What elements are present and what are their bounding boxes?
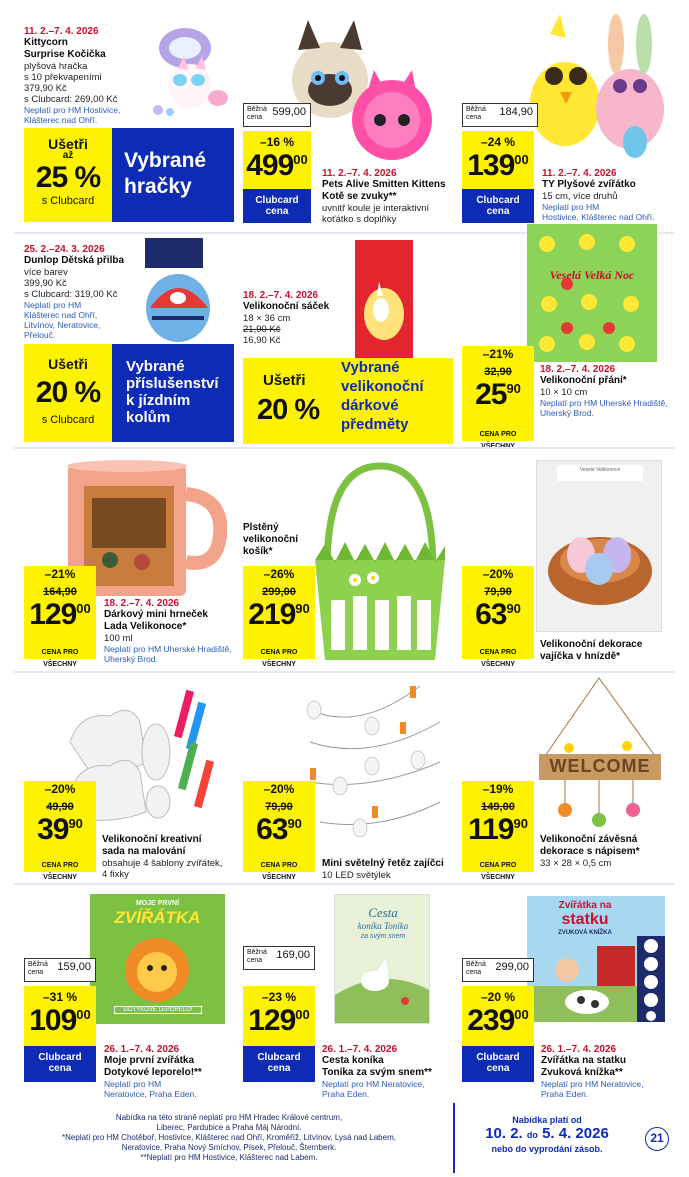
book2-price-box [243,986,315,1046]
mug-note-2: Uherský Brod. [104,654,158,664]
book1-title-2: Dotykové leporelo!** [104,1067,202,1078]
nest-old-price: 79,90 [484,586,512,598]
book1-regular-price [24,958,96,982]
welcome-price-cents: 90 [513,816,528,831]
accessories-banner-3: k jízdním [126,392,191,409]
gifts-text [341,358,424,434]
footer [0,1103,689,1177]
kittycorn-title-2: Surprise Kočička [24,49,106,60]
book2-cover [334,894,430,1024]
book2-note-1: Neplatí pro HM Neratovice, [322,1079,425,1089]
bag-new-price: 16,90 Kč [243,335,281,346]
card-title: Velikonoční přání* [540,375,627,386]
pets-regular-label-2: cena [247,114,263,121]
basket-info [243,522,313,558]
book2-cc-1: Clubcard [257,1052,301,1063]
accessories-banner-4: kolům [126,409,171,426]
mug-price-box [24,583,96,647]
ty-price-int: 139 [467,149,515,182]
accessories-banner-1: Vybrané [126,358,185,375]
lights-discount: –20% [243,781,315,798]
book3-cover [527,896,665,1022]
book2-date: 26. 1.–7. 4. 2026 [322,1044,398,1055]
nest-discount: –20% [462,566,534,583]
welcome-cena-pro-vsechny: CENA PRO VŠECHNY [462,860,534,872]
easter-card-text: Veselá Velká Noc [549,268,635,282]
mug-old-price: 164,90 [43,586,77,598]
mug-date: 18. 2.–7. 4. 2026 [104,598,180,609]
book2-title-1: Cesta koníka [322,1055,384,1066]
footer-line-3: *Neplatí pro HM Chotěboř, Hostivice, Klášterec nad Ohří, Kroměříž, Litvínov, Lysá nad Labem, [62,1133,396,1142]
kittycorn-note: Neplatí pro HM Hostivice, Klášterec nad Ohří. [24,105,121,125]
gifts-text-2: velikonoční [341,378,424,395]
mug-price-int: 129 [29,598,77,631]
welcome-discount: –19% [462,781,534,798]
bag-info [243,290,353,346]
book2-cover-title-2: koníka Toníka [357,921,409,931]
book3-price-int: 239 [467,1004,515,1037]
bag-title: Velikonoční sáček [243,301,330,312]
paint-desc-1: obsahuje 4 šablony zvířátek, [102,858,223,869]
book3-regular-value: 299,00 [495,961,529,973]
card-note-2: Uherský Brod. [540,408,594,418]
pets-price-box [243,131,311,189]
book2-discount: –23 % [261,990,297,1004]
kittycorn-image [140,18,235,118]
welcome-title-2: dekorace s nápisem* [540,846,640,857]
footer-divider [453,1103,455,1173]
nest-price-cents: 90 [506,601,521,616]
ty-price-box [462,131,534,189]
helmet-title: Dunlop Dětská přilba [24,255,125,266]
book3-cover-title-1: Zvířátka na [558,900,612,911]
basket-old-price: 299,00 [262,586,296,598]
bag-desc: 18 × 36 cm [243,313,291,324]
gifts-text-4: předměty [341,416,409,433]
pets-clubcard-label [243,189,311,223]
welcome-price-box [462,798,534,860]
card-desc: 10 × 10 cm [540,387,588,398]
mug-desc: 100 ml [104,633,133,644]
book1-note-1: Neplatí pro HM [104,1079,162,1089]
basket-price-box [243,583,315,647]
validity-until: nebo do vyprodání zásob. [491,1144,603,1154]
nest-title-2: vajíčka v hnízdě* [540,651,621,662]
book1-info [104,1044,236,1099]
book2-cover-sub: za svým snem [360,933,406,940]
ty-regular-label-2: cena [466,114,482,121]
welcome-old-price: 149,00 [481,801,515,813]
card-price-cents: 90 [506,381,521,396]
lights-price-cents: 90 [287,816,302,831]
welcome-sign-text: WELCOME [549,756,651,776]
ty-date: 11. 2.–7. 4. 2026 [542,168,617,179]
paint-title-1: Velikonoční kreativní [102,834,202,845]
validity-from: 10. 2. [485,1125,523,1142]
pets-discount: –16 % [259,135,295,149]
kittycorn-desc-1: plyšová hračka [24,61,88,72]
nest-pack-text: Veselé Velikonoce [579,467,621,473]
book2-cc-2: cena [267,1063,291,1074]
bag-date: 18. 2.–7. 4. 2026 [243,290,319,301]
basket-title-2: velikonoční [243,534,299,545]
nest-title-1: Velikonoční dekorace [540,639,643,650]
kittycorn-info [24,26,142,125]
ty-plush-image [520,14,670,164]
pets-desc-2: koťátko s doplňky [322,214,397,225]
lights-old-price: 79,90 [265,801,293,813]
row-toys [0,0,689,230]
helmet-note-1: Neplatí pro HM [24,300,82,310]
save-percent: 25 % [35,161,101,194]
book3-cc-1: Clubcard [476,1052,520,1063]
book3-title-2: Zvuková knížka** [541,1067,623,1078]
welcome-desc: 33 × 28 × 0,5 cm [540,858,612,869]
pets-title-2: Kotě se zvuky** [322,191,397,202]
separator [14,671,675,673]
lights-title: Mini světelný řetěz zajíčci [322,858,444,869]
ty-info [542,168,677,222]
pets-regular-value: 599,00 [272,106,306,118]
pets-desc-1: uvnitř koule je interaktivní [322,203,430,214]
save-title: Ušetři [48,136,88,152]
pets-info [322,168,458,225]
accessories-banner-2: příslušenství [126,375,219,392]
lights-cena-pro-vsechny: CENA PRO VŠECHNY [243,860,315,872]
card-note-1: Neplatí pro HM Uherské Hradiště, [540,398,668,408]
lights-info [322,858,462,881]
paint-title-2: sada na malování [102,846,186,857]
book1-title-1: Moje první zvířátka [104,1055,195,1066]
book1-cover-top: MOJE PRVNÍ [135,900,180,907]
ty-price-cents: 00 [514,152,529,167]
pets-title-1: Pets Alive Smitten Kittens [322,179,446,190]
lights-price-box [243,798,315,860]
row-decor [0,452,689,668]
welcome-sign-image [535,676,665,836]
book3-date: 26. 1.–7. 4. 2026 [541,1044,617,1055]
helmet-price: 399,90 Kč [24,278,67,289]
ty-cc-1: Clubcard [476,195,520,206]
ty-title: TY Plyšové zvířátko [542,179,636,190]
validity-label: Nabídka platí od [512,1115,582,1125]
paint-desc-2: 4 fixky [102,869,129,880]
book1-price-box [24,986,96,1046]
row-books [0,888,689,1098]
card-price-box [462,363,534,431]
accessories-banner[interactable] [112,344,234,442]
mug-cena-pro-vsechny: CENA PRO VŠECHNY [24,647,96,659]
paint-cena-pro-vsechny: CENA PRO VŠECHNY [24,860,96,872]
paint-price-cents: 90 [68,816,83,831]
basket-image [305,460,455,660]
welcome-title-1: Velikonoční závěsná [540,834,638,845]
lights-desc: 10 LED světýlek [322,870,391,881]
helmet-note-2: Klášterec nad Ohří, [24,310,98,320]
save-clubcard: s Clubcard [41,195,95,207]
book2-regular-value: 169,00 [276,949,310,961]
footer-line-2: Liberec, Pardubice a Praha Máj Národní. [156,1123,302,1132]
book3-cover-sub: ZVUKOVÁ KNÍŽKA [558,930,612,936]
card-price-int: 25 [475,378,507,411]
book1-cover-title: ZVÍŘÁTKA [114,908,201,927]
mug-note-1: Neplatí pro HM Uherské Hradiště, [104,644,232,654]
lights-price-int: 63 [256,813,288,846]
paint-old-price: 49,90 [46,801,74,813]
clubcard-save-badge [24,128,112,222]
paint-price-box [24,798,96,860]
ty-regular-price [462,103,538,127]
footer-line-4: Neratovice, Praha Nový Smíchov, Písek, Přelouč, Šternberk. [121,1143,337,1152]
card-date: 18. 2.–7. 4. 2026 [540,364,616,375]
book1-regular-label-2: cena [28,969,44,976]
paint-info [102,834,240,880]
ty-regular-label-1: Běžná [466,106,486,113]
mug-info [104,598,236,664]
gifts-banner[interactable] [243,358,453,444]
ty-discount: –24 % [480,135,516,149]
book3-regular-label-1: Běžná [466,961,486,968]
toys-banner[interactable] [112,128,234,222]
row-craft [0,676,689,882]
gifts-percent: 20 % [257,394,320,426]
separator [14,883,675,885]
welcome-info [540,834,680,869]
helmet-note-3: Litvínov, Neratovice, [24,320,101,330]
ty-desc: 15 cm, více druhů [542,191,618,202]
nest-cena-pro-vsechny: CENA PRO VŠECHNY [462,647,534,659]
book3-cover-title-2: statku [561,911,609,928]
paint-discount: –20% [24,781,96,798]
ty-note-1: Neplatí pro HM [542,202,600,212]
helmet-info [24,244,144,340]
accessory-save-percent: 20 % [35,376,101,409]
pets-date: 11. 2.–7. 4. 2026 [322,168,397,179]
nest-image [536,460,662,632]
book2-title-2: Toníka za svým snem** [322,1067,432,1078]
bag-image [355,240,417,360]
bag-old-price: 21,90 Kč [243,324,281,335]
book1-cc-2: cena [48,1063,72,1074]
row-accessories [0,236,689,451]
book1-cover [90,894,225,1024]
nest-price-box [462,583,534,647]
book3-price-cents: 00 [514,1007,529,1022]
book1-regular-label-1: Běžná [28,961,48,968]
helmet-desc: více barev [24,267,68,278]
book3-note-1: Neplatí pro HM Neratovice, [541,1079,644,1089]
card-discount: –21% [462,346,534,363]
welcome-price-int: 119 [468,813,514,846]
card-old-price: 32,90 [484,366,512,378]
book3-title-1: Zvířátka na statku [541,1055,627,1066]
kittycorn-club-price: s Clubcard: 269,00 Kč [24,94,118,105]
basket-price-cents: 90 [295,601,310,616]
book1-cc-1: Clubcard [38,1052,82,1063]
book1-clubcard-label [24,1046,96,1082]
lights-image [300,682,450,852]
toys-banner-line2: hračky [124,175,192,198]
gifts-save: Ušetři [263,372,306,389]
accessory-save-badge [24,344,112,442]
helmet-club-price: s Clubcard: 319,00 Kč [24,289,118,300]
helmet-note-4: Přelouč. [24,330,56,340]
accessory-save-clubcard: s Clubcard [41,414,95,426]
footer-line-1: Nabídka na této straně neplatí pro HM Hradec Králové centrum, [115,1113,343,1122]
ty-note-2: Hostivice, Klášterec nad Ohří. [542,212,655,222]
book2-price-cents: 00 [295,1007,310,1022]
book2-price-int: 129 [248,1004,296,1037]
book1-note-2: Neratovice, Praha Eden. [104,1089,197,1099]
ty-regular-value: 184,90 [499,106,533,118]
validity [462,1115,632,1154]
basket-discount: –26% [243,566,315,583]
separator [14,447,675,449]
mug-title-2: Lada Velikonoce* [104,621,187,632]
book2-cover-title-1: Cesta [368,905,398,920]
nest-price-int: 63 [475,598,507,631]
book1-date: 26. 1.–7. 4. 2026 [104,1044,180,1055]
helmet-image [140,238,220,348]
book3-cc-2: cena [486,1063,510,1074]
book3-price-box [462,986,534,1046]
page-number: 21 [645,1127,669,1151]
book2-note-2: Praha Eden. [322,1089,370,1099]
pets-regular-label-1: Běžná [247,106,267,113]
book3-discount: –20 % [480,990,516,1004]
pets-price-int: 499 [246,149,294,182]
basket-title-3: košík* [243,546,273,557]
kittycorn-date: 11. 2.–7. 4. 2026 [24,26,99,37]
paint-price-int: 39 [37,813,69,846]
gifts-text-1: Vybrané [341,359,400,376]
book2-clubcard-label [243,1046,315,1082]
book3-clubcard-label [462,1046,534,1082]
book2-info [322,1044,456,1099]
save-sub: až [62,150,74,161]
kittycorn-title-1: Kittycorn [24,37,68,48]
book2-regular-label-1: Běžná [247,949,267,956]
validity-do: do [526,1130,538,1140]
book1-regular-value: 159,00 [57,961,91,973]
helmet-date: 25. 2.–24. 3. 2026 [24,244,105,255]
toys-banner-line1: Vybrané [124,149,207,172]
book1-price-cents: 00 [76,1007,91,1022]
basket-price-int: 219 [248,598,296,631]
book3-info [541,1044,681,1099]
kittycorn-price: 379,90 Kč [24,83,67,94]
accessory-save-title: Ušetři [48,356,88,372]
validity-to: 5. 4. 2026 [542,1125,609,1142]
mug-discount: –21% [24,566,96,583]
card-cena-pro-vsechny: CENA PRO [462,429,534,441]
footer-disclaimer [14,1113,444,1163]
nest-info [540,639,680,663]
mug-price-cents: 00 [76,601,91,616]
book3-note-2: Praha Eden. [541,1089,589,1099]
easter-card-image [527,224,657,362]
book1-price-int: 109 [29,1004,77,1037]
book3-regular-label-2: cena [466,969,482,976]
basket-cena-pro-vsechny: CENA PRO VŠECHNY [243,647,315,659]
book1-discount: –31 % [42,990,78,1004]
basket-title-1: Plstěný [243,522,279,533]
pets-cc-2: cena [265,206,289,217]
pets-cc-1: Clubcard [255,195,299,206]
card-info [540,364,680,418]
pets-regular-price [243,103,311,127]
book2-regular-label-2: cena [247,957,263,964]
mug-title-1: Dárkový mini hrneček [104,609,208,620]
ty-clubcard-label [462,189,534,223]
pets-price-cents: 00 [293,152,308,167]
footer-line-5: **Neplatí pro HM Hostivice, Klášterec nad Labem. [140,1153,318,1162]
gifts-text-3: dárkové [341,397,399,414]
book2-regular-price [243,946,315,970]
book1-cover-sub: DOTYKOVÉ LEPORELO! [114,1006,202,1014]
kittycorn-desc-2: s 10 překvapeními [24,72,102,83]
book3-regular-price [462,958,534,982]
ty-cc-2: cena [486,206,510,217]
